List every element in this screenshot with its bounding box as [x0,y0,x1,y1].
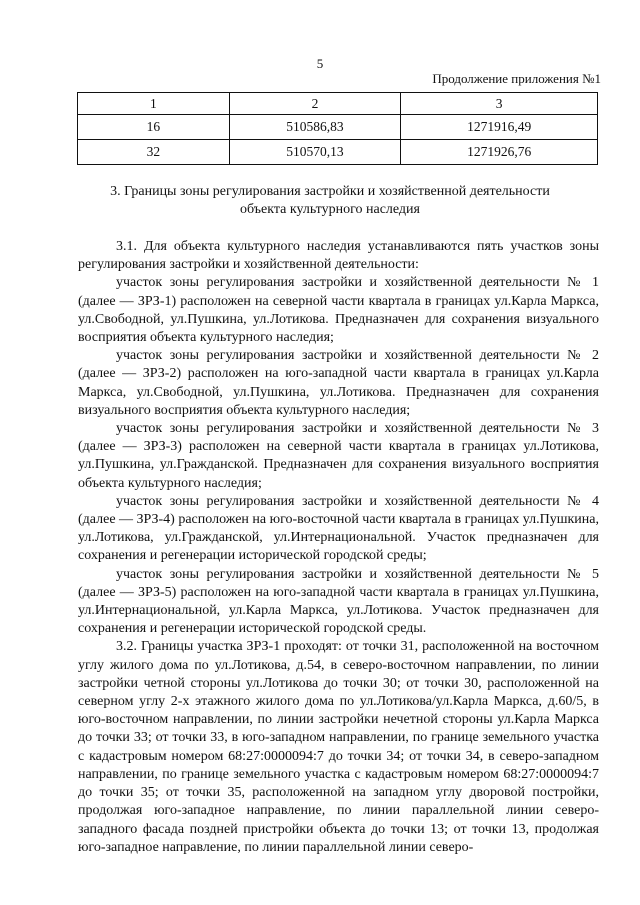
page-number: 5 [316,56,324,71]
table-cell-point: 32 [78,140,230,165]
table-cell-point: 16 [78,115,230,140]
table-header-row [78,93,598,115]
table-header-cell: 1 [78,93,230,115]
paragraph: 3.2. Границы участка ЗРЗ-1 проходят: от точки 31, расположенной на восточном углу жилого дома по ул.Лотикова, д.54, в северо-восточном направлении, по линии застройки четной стороны ул.Лотикова до точки 30; от точки 30, расположенной на северном углу 2-х этажного жилого дома по ул.Лотикова/ул.Карла Маркса, д.60/5, в юго-восточном направлении, по линии застройки нечетной стороны ул.Карла Маркса до точки 33; от точки 33, в юго-западном направлении, по границе земельного участка с кадастровым номером 68:27:0000094:7 до точки 34; от точки 34, в северо-западном направлении, по границе земельного участка с кадастровым номером 68:27:0000094:7 до точки 35; от точки 35, расположенной на западном углу дворовой постройки, продолжая юго-западное направление, по линии параллельной линии северо-западного фасада поздней пристройки объекта до точки 13; от точки 13, продолжая юго-западное направление, по линии параллельной линии северо- [78,639,599,855]
table-row [78,140,598,165]
paragraph: участок зоны регулирования застройки и хозяйственной деятельности № 3 (далее — ЗРЗ-3) расположен на северной части квартала в границах ул.Лотикова, ул.Пушкина, ул.Гражданской. Предназначен для сохранения визуального восприятия объекта культурного наследия; [78,421,599,491]
paragraph: участок зоны регулирования застройки и хозяйственной деятельности № 1 (далее — ЗРЗ-1) расположен на северной части квартала в границах ул.Карла Маркса, ул.Свободной, ул.Пушкина, ул.Лотикова. Предназначен для сохранения визуального восприятия объекта культурного наследия; [78,275,599,346]
table-header-cell: 3 [401,93,598,115]
paragraph: участок зоны регулирования застройки и хозяйственной деятельности № 2 (далее — ЗРЗ-2) расположен на юго-западной части квартала в границах ул.Карла Маркса, ул.Свободной, ул.Пушкина, ул.Лотикова. Предназначен для сохранения визуального восприятия объекта культурного наследия; [78,348,599,418]
appendix-note: Продолжение приложения №1 [432,71,601,86]
table-cell-x: 510570,13 [229,140,401,165]
table-cell-y: 1271926,76 [401,140,598,165]
body-text [78,238,599,857]
paragraph: 3.1. Для объекта культурного наследия устанавливаются пять участков зоны регулирования застройки и хозяйственной деятельности: [78,239,599,273]
table-cell-x: 510586,83 [229,115,401,140]
paragraph: участок зоны регулирования застройки и хозяйственной деятельности № 4 (далее — ЗРЗ-4) расположен на юго-восточной части квартала в границах ул.Пушкина, ул.Лотикова, ул.Гражданской, ул.Интернациональной. Участок предназначен для сохранения и регенерации исторической городской среды; [78,493,599,564]
table-row [78,115,598,140]
table-header-cell: 2 [229,93,401,115]
section-title: 3. Границы зоны регулирования застройки и хозяйственной деятельности объекта культурного наследия [110,184,550,217]
paragraph: участок зоны регулирования застройки и хозяйственной деятельности № 5 (далее — ЗРЗ-5) расположен на юго-западной части квартала в границах ул.Пушкина, ул.Интернациональной, ул.Карла Маркса, ул.Лотикова. Участок предназначен для сохранения и регенерации исторической городской среды. [78,566,599,637]
coordinates-table [77,92,598,165]
table-cell-y: 1271916,49 [401,115,598,140]
